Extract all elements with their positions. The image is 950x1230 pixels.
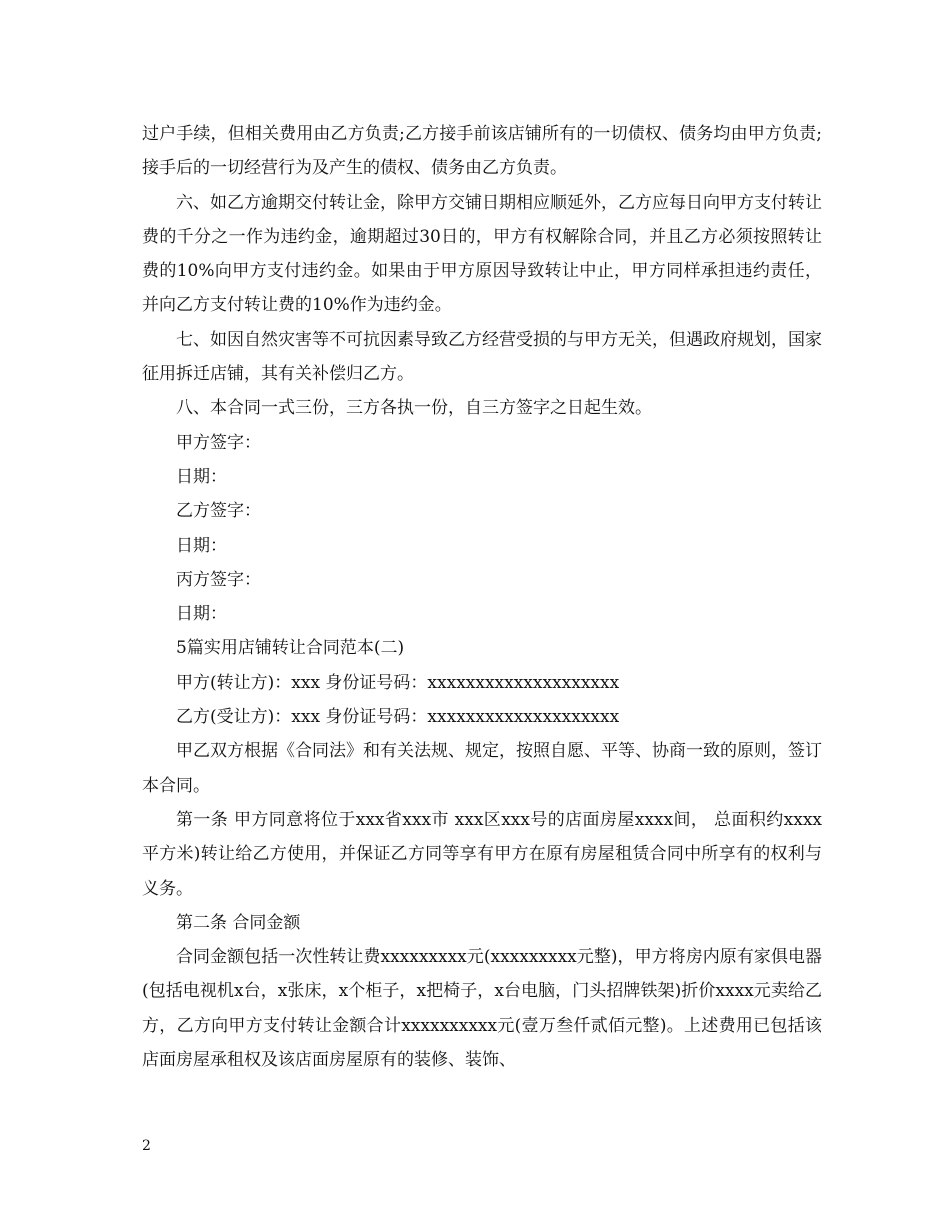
signature-party-b: 乙方签字： [176,501,261,522]
signature-party-c: 丙方签字： [176,569,261,590]
paragraph-contract-amount: 合同金额包括一次性转让费xxxxxxxxx元(xxxxxxxxx元整)，甲方将房内原有家俱电器(包括电视机x台，x张床，x个柜子，x把椅子，x台电脑，门头招牌铁架)折价xxxx元卖给乙方，乙方向甲方支付转让金额合计xxxxxxxxxx元(壹万叁仟贰佰元整)。上述费用已包括该店面房屋承租权及该店面房屋原有的装修、装饰、 [142,947,822,1071]
paragraph-preamble: 甲乙双方根据《合同法》和有关法规、规定，按照自愿、平等、协商一致的原则，签订本合同。 [142,741,822,796]
article-2-heading: 第二条 合同金额 [176,912,301,933]
date-party-c: 日期： [176,604,227,625]
date-party-a: 日期： [176,466,227,487]
date-party-b: 日期： [176,535,227,556]
signature-party-a: 甲方签字： [176,432,261,453]
paragraph-article-1: 第一条 甲方同意将位于xxx省xxx市 xxx区xxx号的店面房屋xxxx间， 总面积约xxxx平方米)转让给乙方使用，并保证乙方同等享有甲方在原有房屋租赁合同中所享有的权利与义务。 [142,809,822,899]
party-a-info: 甲方(转让方)：xxx 身份证号码：xxxxxxxxxxxxxxxxxxxx [176,672,620,693]
party-b-info: 乙方(受让方)：xxx 身份证号码：xxxxxxxxxxxxxxxxxxxx [176,707,620,728]
document-body [142,117,822,1077]
paragraph-transfer-procedures: 过户手续，但相关费用由乙方负责;乙方接手前该店铺所有的一切债权、债务均由甲方负责;接手后的一切经营行为及产生的债权、债务由乙方负责。 [142,124,822,179]
page-number: 2 [142,1138,151,1154]
section-heading: 5篇实用店铺转让合同范本(二) [176,638,405,659]
paragraph-clause-7-force-majeure: 七、如因自然灾害等不可抗因素导致乙方经营受损的与甲方无关，但遇政府规划，国家征用拆迁店铺，其有关补偿归乙方。 [142,329,822,385]
paragraph-clause-6-late-payment: 六、如乙方逾期交付转让金，除甲方交铺日期相应顺延外，乙方应每日向甲方支付转让费的千分之一作为违约金，逾期超过30日的，甲方有权解除合同，并且乙方必须按照转让费的10%向甲方支付违约金。如果由于甲方原因导致转让中止，甲方同样承担违约责任，并向乙方支付转让费的10%作为违约金。 [142,192,822,316]
paragraph-clause-8-copies: 八、本合同一式三份，三方各执一份，自三方签字之日起生效。 [176,398,652,419]
